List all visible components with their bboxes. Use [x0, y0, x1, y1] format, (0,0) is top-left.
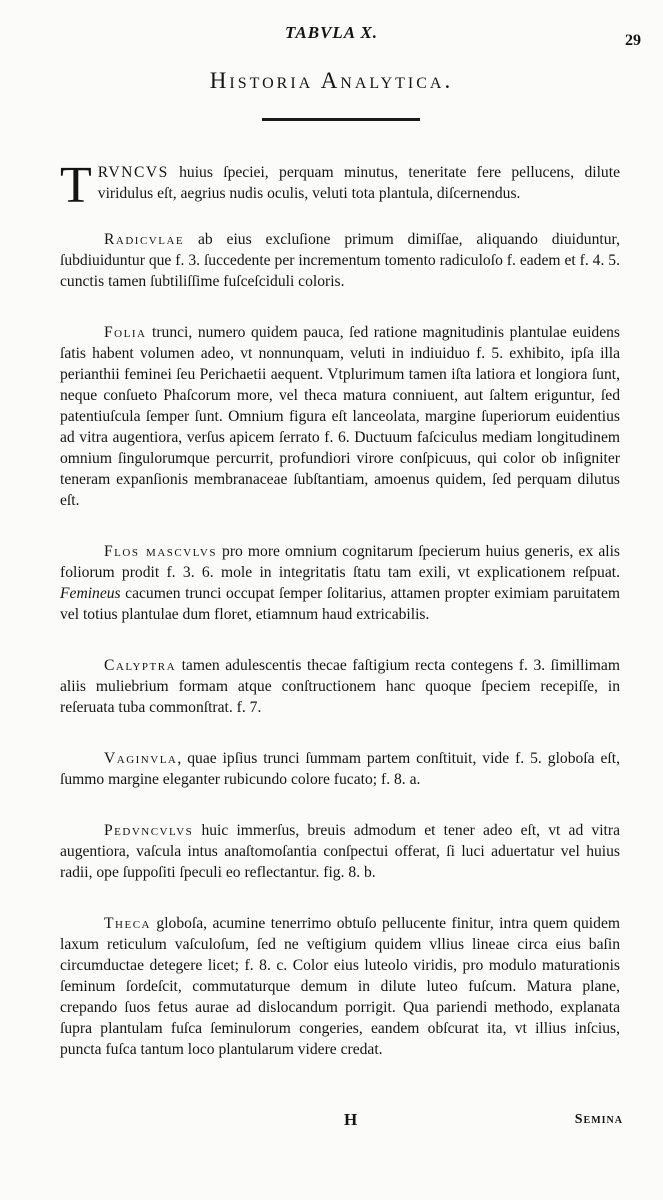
paragraph-pedunculus — [60, 820, 620, 883]
paragraph-text: huius ſpeciei, perquam minutus, teneritate fere pellucens, dilute viridulus eſt, aegrius nudis oculis, veluti tota plantula, diſcernendus. — [97, 164, 620, 202]
paragraph-lead: Pedvncvlvs — [104, 822, 194, 839]
paragraph-lead: Folia — [104, 324, 147, 341]
catchword: Semina — [574, 1112, 623, 1127]
paragraph-lead: Theca — [104, 915, 151, 932]
paragraph-text: pro more omnium cognitarum ſpecierum huius generis, ex alis foliorum prodit f. 3. 6. mole in integritatis ſtatu tam exili, vt explicationem reſpuat. — [60, 543, 620, 581]
paragraph-folia — [60, 322, 620, 511]
paragraph-text: , quae ipſius trunci ſummam partem conſtituit, vide f. 5. globoſa eſt, ſummo margine eleganter rubicundo colore fucato; f. 8. a. — [60, 750, 620, 788]
paragraph-radiculae — [60, 229, 620, 292]
drop-cap: T — [60, 157, 92, 214]
paragraph-italic: Femineus — [60, 585, 121, 602]
paragraph-lead: Vaginvla — [104, 750, 178, 767]
paragraph-calyptra — [60, 655, 620, 718]
paragraph-theca — [60, 913, 620, 1060]
paragraph-text: trunci, numero quidem pauca, ſed ratione magnitudinis plantulae euidens ſatis habent volumen adeo, vt nonnunquam, veluti in indiuiduo f. 5. exhibito, ipſa illa perianthii feminei ſeu Perichaetii aequent. Vtplurimum tamen iſta latiora et longiora ſunt, neque conſueto Phaſcorum more, vel theca matura conniuent, aut ſaltem eriguntur, ſed patentiuſcula ſemper ſunt. Omnium figura eſt lanceolata, margine ſuperiorum euidentius ad vitra augentiora, verſus apicem ſerrato f. 6. Ductuum faſciculus mediam longitudinem omnium ſingulorumque percurrit, profundiori virore conſpicuus, qui color ob inſigniter teneram expanſionis membranaceae ſubſtantiam, amoenus quidem, ſed perquam dilutus eſt. — [60, 324, 620, 509]
page-number: 29 — [625, 32, 641, 49]
paragraph-lead: Radicvlae — [104, 231, 185, 248]
paragraph-truncus — [60, 157, 620, 214]
paragraph-text: huic immerſus, breuis admodum et tener adeo eſt, vt ad vitra augentiora, vaſcula intus anaſtomoſantia conſpectui offerat, ſi luci aduertatur vel huius radii, ope ſuppoſiti ſpeculi eo reflectantur. fig. 8. b. — [60, 822, 620, 881]
paragraph-vaginula — [60, 748, 620, 790]
paragraph-flos — [60, 541, 620, 625]
text-body — [60, 157, 620, 1060]
plate-heading: TABVLA X. — [284, 23, 379, 42]
signature-mark: H — [344, 1110, 358, 1129]
paragraph-lead: Flos mascvlvs — [104, 543, 217, 560]
paragraph-lead: RVNCVS — [97, 164, 169, 181]
paragraph-text: globoſa, acumine tenerrimo obtuſo pellucente finitur, intra quem quidem laxum reticulum vaſculoſum, ſed ne veſtigium quidem vllius lineae circa eius baſin circumductae detegere licet; f. 8. c. Color eius luteolo viridis, pro modulo maturationis ſeminum ſordeſcit, commutaturque demum in dilute luteo fuſcum. Matura plane, crepando ſuos fetus aurae ad dislocandum porrigit. Qua pariendi methodo, explanata ſupra plantulam fuſca ſeminulorum congeries, eandem obſcurat ita, vt illius inſcius, puncta fuſca tantum loco plantularum videre credat. — [60, 915, 620, 1058]
paragraph-text-continued: cacumen trunci occupat ſemper ſolitarius, attamen propter eximiam paruitatem vel totius plantulae dum floret, etiamnum haud extricabilis. — [60, 585, 620, 623]
paragraph-text: tamen adulescentis thecae faſtigium recta contegens f. 3. ſimillimam aliis muliebrium formam atque conſtructionem hanc quoque ſpeciem recepiſſe, in reſeruata tuba commonſtrat. f. 7. — [60, 657, 620, 716]
page-title: Historia Analytica. — [209, 68, 454, 93]
title-rule — [262, 118, 420, 121]
paragraph-text: ab eius excluſione primum dimiſſae, aliquando diuiduntur, ſubdiuiduntur que f. 3. ſuccedente per incrementum tomento radiculoſo f. eadem et f. 4. 5. cunctis tamen ſubtiliſſime fuſceſciduli coloris. — [60, 231, 620, 290]
paragraph-lead: Calyptra — [104, 657, 177, 674]
